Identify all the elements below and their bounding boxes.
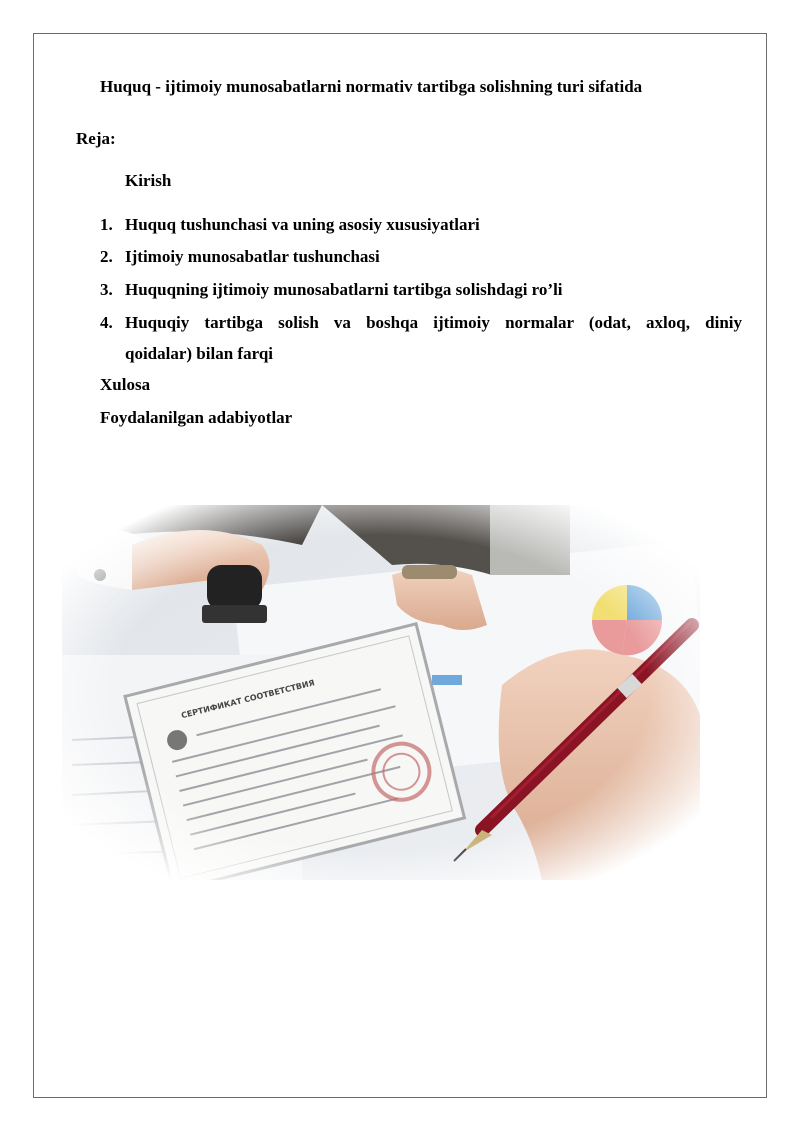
document-signing-illustration <box>62 505 700 880</box>
list-item-continuation: qoidalar) bilan farqi <box>125 344 273 363</box>
list-number: 2. <box>100 247 113 266</box>
plan-label: Reja: <box>76 129 116 148</box>
list-number: 1. <box>100 215 113 234</box>
list-item: Huquqning ijtimoiy munosabatlarni tartibga solishdagi ro’li <box>125 280 563 299</box>
vignette-overlay <box>62 505 700 880</box>
list-item: Huquq tushunchasi va uning asosiy xususiyatlari <box>125 215 480 234</box>
references-heading: Foydalanilgan adabiyotlar <box>100 408 293 427</box>
document-title: Huquq - ijtimoiy munosabatlarni normativ tartibga solishning turi sifatida <box>100 77 643 96</box>
list-item: Huquqiy tartibga solish va boshqa ijtimoiy normalar (odat, axloq, diniy <box>125 313 742 332</box>
list-item: Ijtimoiy munosabatlar tushunchasi <box>125 247 380 266</box>
conclusion-heading: Xulosa <box>100 375 151 394</box>
list-number: 4. <box>100 313 113 332</box>
intro-heading: Kirish <box>125 171 172 190</box>
list-number: 3. <box>100 280 113 299</box>
